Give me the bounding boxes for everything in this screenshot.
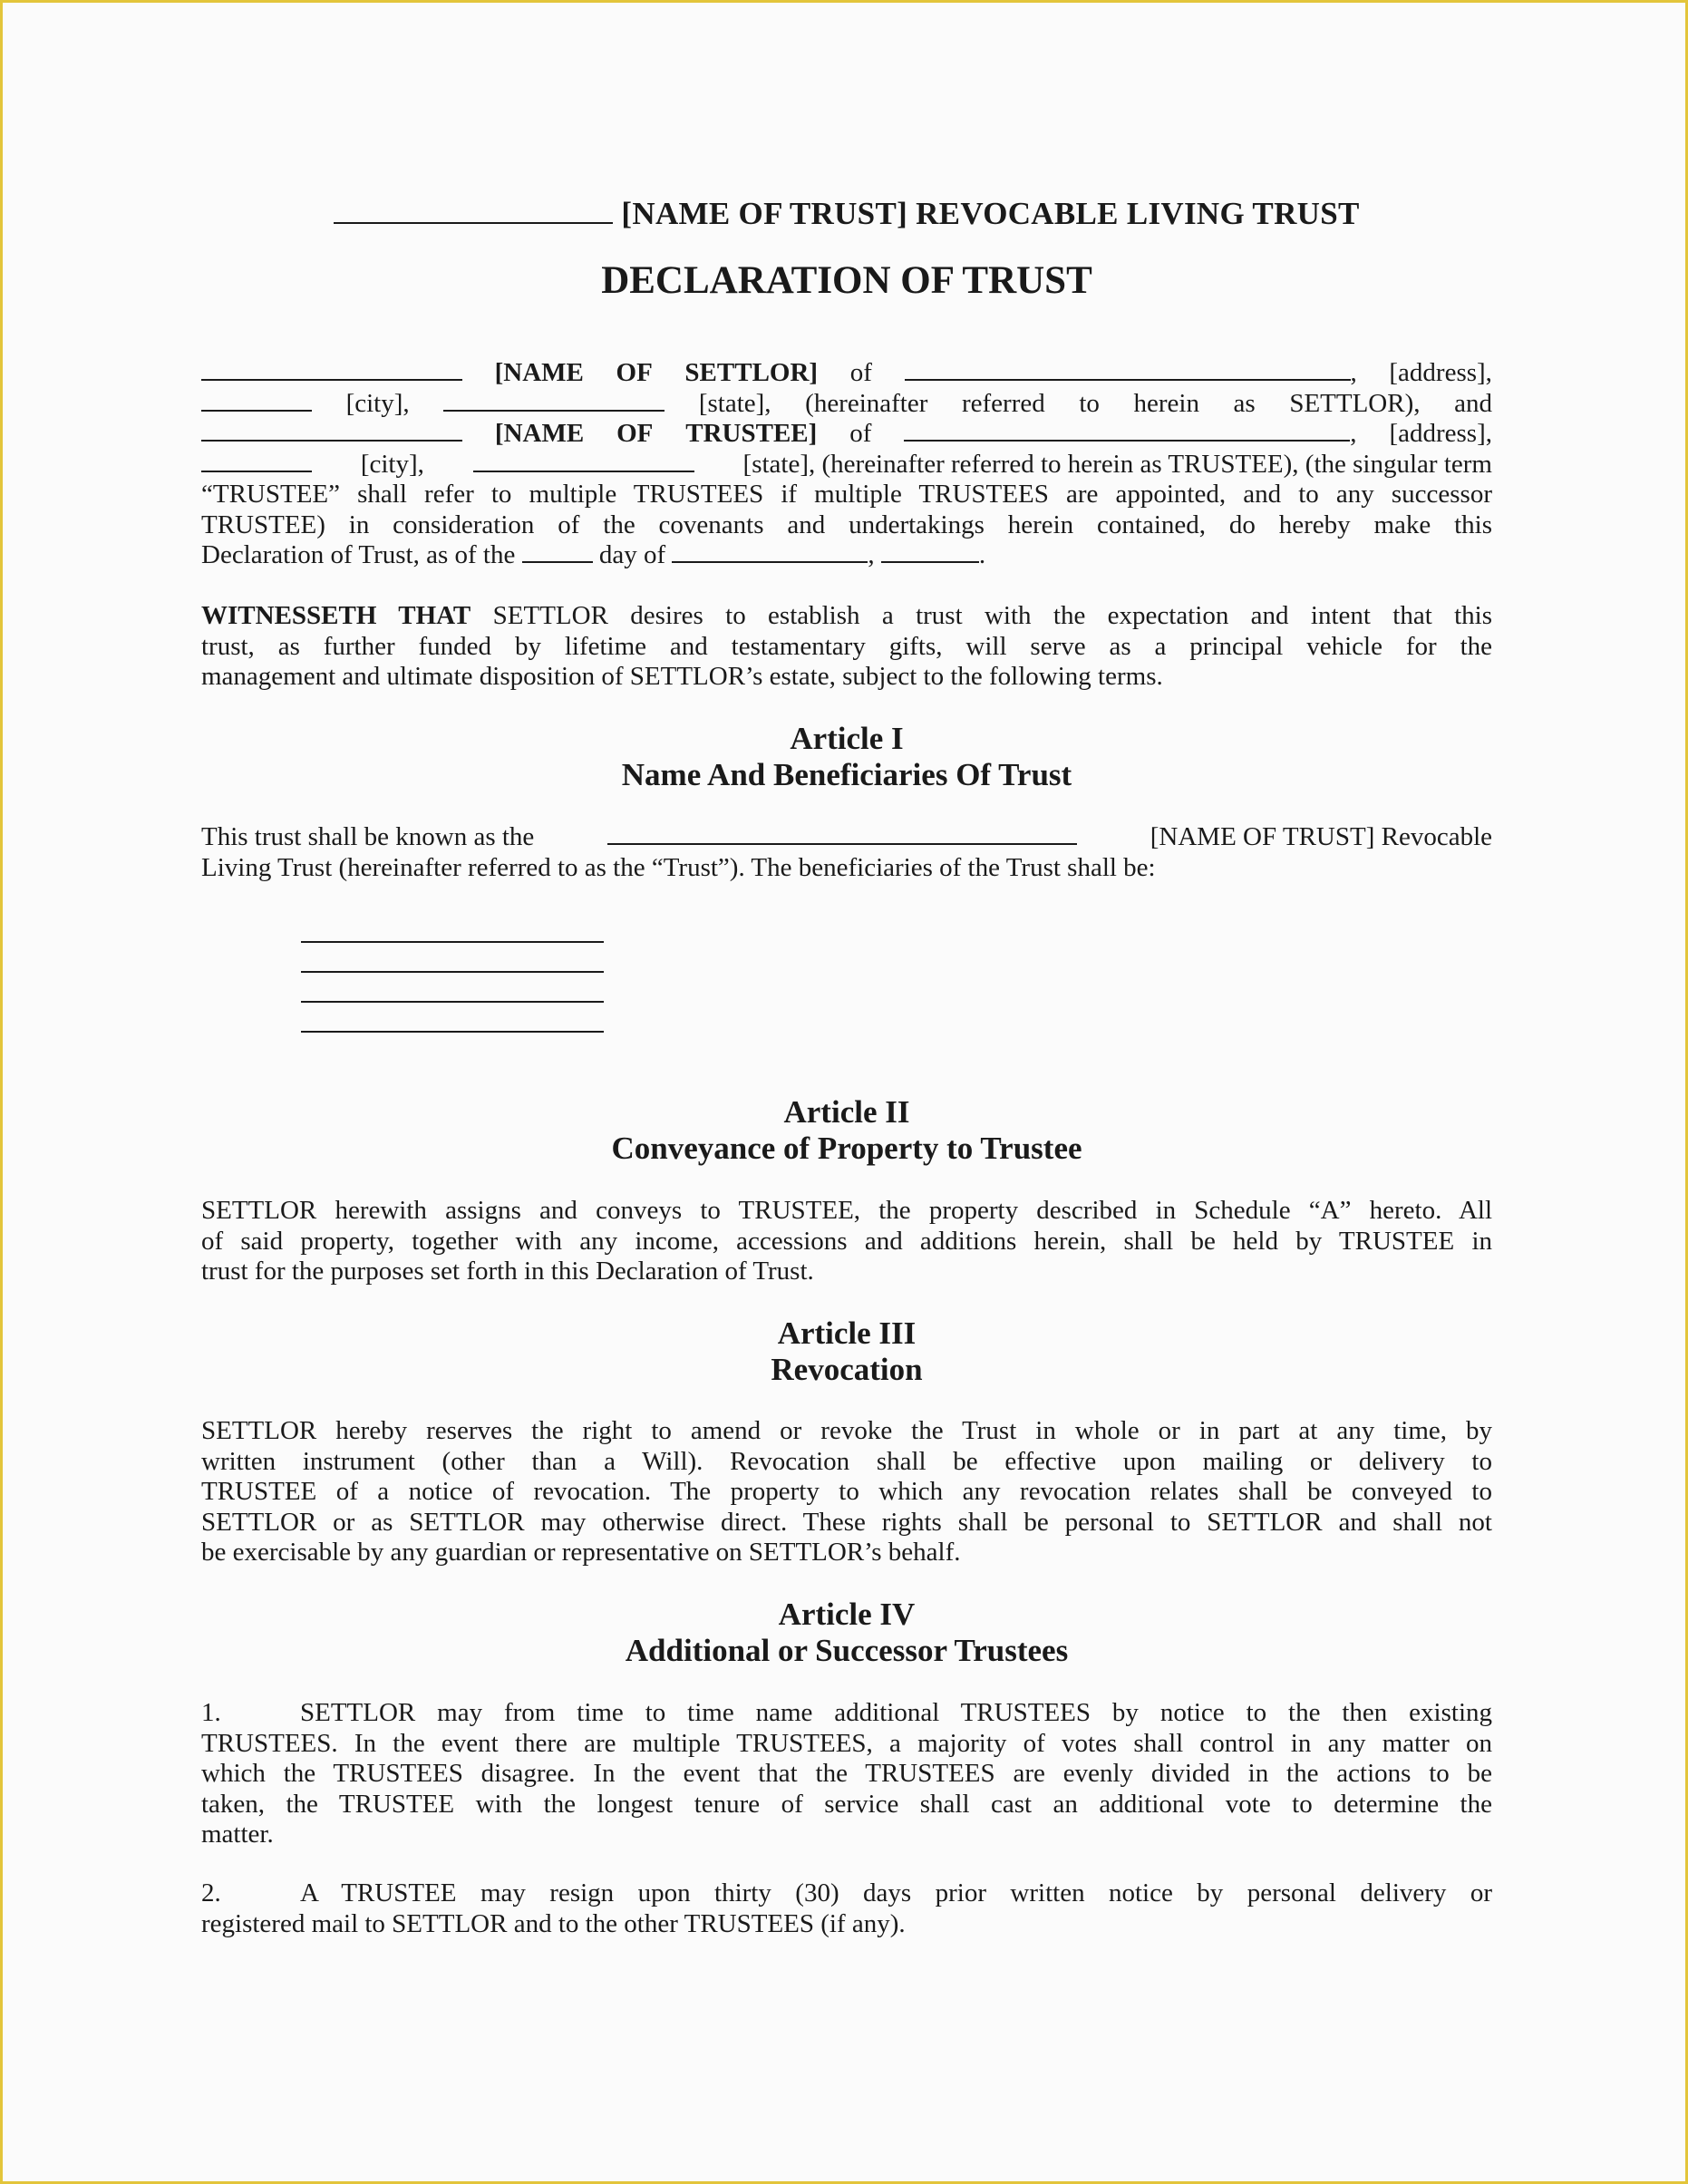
witness-paragraph [201, 601, 1492, 693]
trustee-address-blank[interactable] [904, 439, 1350, 442]
trust-name-title [201, 196, 1492, 232]
article-3-line-1: SETTLOR hereby reserves the right to amend or revoke the Trust in whole or in part at any time, by [201, 1416, 1492, 1445]
article-2-line-3: trust for the purposes set forth in this Declaration of Trust. [201, 1257, 814, 1286]
settlor-state-blank[interactable] [443, 409, 665, 412]
intro-paragraph [201, 358, 1492, 571]
beneficiary-blank-1[interactable] [301, 941, 604, 943]
intro-line-3: [NAME OF TRUSTEE] of , [address], [201, 419, 1492, 450]
trustee-name-blank[interactable] [201, 439, 462, 442]
day-blank[interactable] [522, 560, 593, 563]
article-1-number: Article I [790, 721, 904, 756]
article-3-line-4: SETTLOR or as SETTLOR may otherwise direct. These rights shall be personal to SETTLOR and shall not [201, 1507, 1492, 1537]
trust-name-blank[interactable] [334, 221, 613, 224]
article-2-line-1: SETTLOR herewith assigns and conveys to TRUSTEE, the property described in Schedule “A” hereto. All [201, 1196, 1492, 1225]
witness-line-1: WITNESSETH THAT SETTLOR desires to establish a trust with the expectation and intent that this [201, 601, 1493, 630]
article-4-p2-line-1: 2. A TRUSTEE may resign upon thirty (30) days prior written notice by personal delivery or [201, 1878, 1492, 1907]
article-4-p1-line-5: matter. [201, 1820, 274, 1849]
beneficiary-blank-3[interactable] [301, 1001, 604, 1003]
declaration-title: DECLARATION OF TRUST [601, 259, 1092, 302]
trust-name-blank-2[interactable] [607, 842, 1077, 845]
article-2-number: Article II [783, 1094, 910, 1130]
article-3-line-5: be exercisable by any guardian or representative on SETTLOR’s behalf. [201, 1538, 961, 1567]
article-4-paragraph-1 [201, 1698, 1492, 1850]
article-3-number: Article III [777, 1315, 917, 1351]
beneficiary-blank-4[interactable] [301, 1031, 604, 1033]
article-2-paragraph [201, 1196, 1492, 1287]
settlor-name-blank[interactable] [201, 378, 462, 381]
witness-line-2: trust, as further funded by lifetime and testamentary gifts, will serve as a principal vehicle for the [201, 631, 1492, 661]
intro-line-7: Declaration of Trust, as of the day of , . [201, 540, 986, 569]
article-2-title: Conveyance of Property to Trustee [611, 1131, 1082, 1166]
title-suffix: [NAME OF TRUST] REVOCABLE LIVING TRUST [621, 196, 1360, 231]
article-3-line-3: TRUSTEE of a notice of revocation. The property to which any revocation relates shall be conveyed to [201, 1477, 1492, 1506]
article-1-line-2: Living Trust (hereinafter referred to as the “Trust”). The beneficiaries of the Trust shall be: [201, 852, 1156, 882]
article-4-p2-line-2: registered mail to SETTLOR and to the other TRUSTEES (if any). [201, 1908, 906, 1938]
article-2-line-2: of said property, together with any income, accessions and additions herein, shall be held by TRUSTEE in [201, 1226, 1492, 1256]
paragraph-number: 2. [201, 1878, 221, 1907]
article-3-title: Revocation [771, 1352, 923, 1387]
article-4-number: Article IV [778, 1597, 916, 1632]
article-4-p1-line-4: taken, the TRUSTEE with the longest tenure of service shall cast an additional vote to determine the [201, 1789, 1492, 1819]
intro-line-2: [city], [state], (hereinafter referred to herein as SETTLOR), and [201, 389, 1492, 420]
article-4-p1-line-2: TRUSTEES. In the event there are multiple TRUSTEES, a majority of votes shall control in any matter on [201, 1728, 1492, 1758]
intro-line-5: “TRUSTEE” shall refer to multiple TRUSTEES if multiple TRUSTEES are appointed, and to any successor [201, 480, 1492, 509]
month-blank[interactable] [672, 560, 868, 563]
year-blank[interactable] [881, 560, 979, 563]
article-4-p1-line-1: 1. SETTLOR may from time to time name additional TRUSTEES by notice to the then existing [201, 1698, 1492, 1727]
article-1-line-1: This trust shall be known as the [NAME OF TRUST] Revocable [201, 822, 1492, 851]
beneficiary-blank-2[interactable] [301, 971, 604, 973]
settlor-address-blank[interactable] [905, 378, 1351, 381]
article-1-paragraph [201, 822, 1492, 883]
paragraph-number: 1. [201, 1698, 221, 1727]
article-4-paragraph-2 [201, 1878, 1492, 1939]
trustee-city-blank[interactable] [201, 470, 312, 472]
article-3-paragraph [201, 1416, 1492, 1568]
trustee-state-blank[interactable] [473, 470, 694, 472]
intro-line-1: [NAME OF SETTLOR] of , [address], [201, 358, 1492, 389]
witness-line-3: management and ultimate disposition of SETTLOR’s estate, subject to the following terms. [201, 662, 1163, 691]
article-3-line-2: written instrument (other than a Will). Revocation shall be effective upon mailing or delivery to [201, 1446, 1492, 1476]
intro-line-4: [city], [state], (hereinafter referred to herein as TRUSTEE), (the singular term [201, 450, 1492, 480]
article-4-p1-line-3: which the TRUSTEES disagree. In the event that the TRUSTEES are evenly divided in the actions to be [201, 1759, 1492, 1788]
article-1-title: Name And Beneficiaries Of Trust [621, 757, 1072, 792]
article-4-title: Additional or Successor Trustees [625, 1633, 1069, 1668]
settlor-city-blank[interactable] [201, 409, 312, 412]
intro-line-6: TRUSTEE) in consideration of the covenants and undertakings herein contained, do hereby make this [201, 510, 1492, 539]
